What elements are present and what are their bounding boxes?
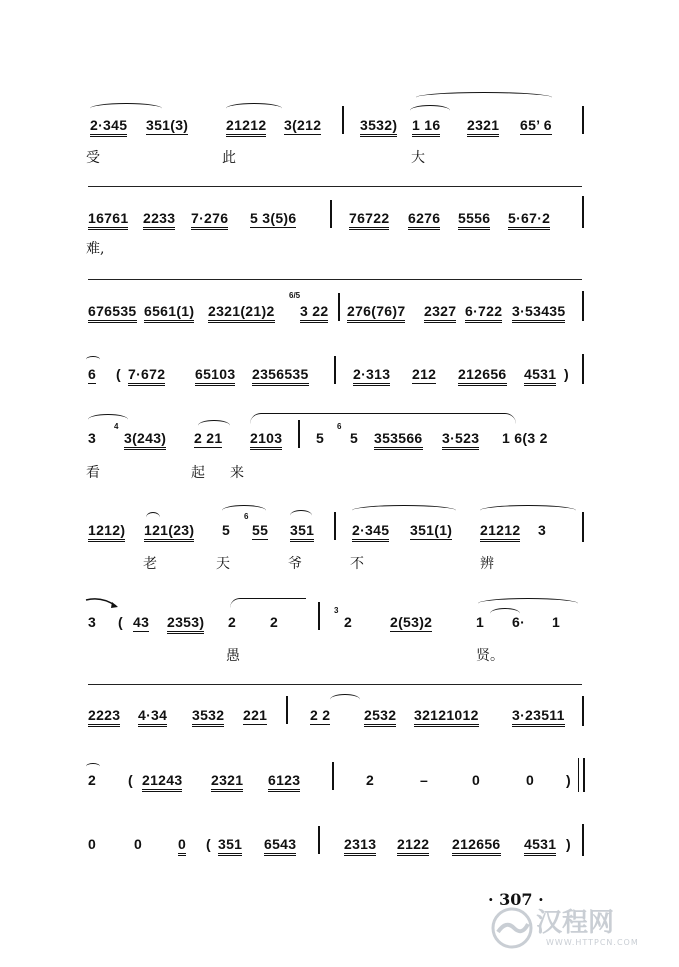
note-group: 2233 — [143, 210, 175, 230]
dash: – — [420, 772, 429, 788]
paren: ( — [116, 366, 121, 382]
slur — [290, 510, 312, 521]
note-group: 276(76)7 — [347, 303, 405, 323]
note-group: 76722 — [349, 210, 389, 230]
note-group: 2353) — [167, 614, 204, 634]
note-group: 2532 — [364, 707, 396, 727]
note: 3 — [538, 522, 547, 538]
note-group: 351(1) — [410, 522, 453, 538]
note-group: 6123 — [268, 772, 300, 792]
note: 1 — [476, 614, 485, 630]
lyric: 不 — [350, 556, 364, 572]
grace-note: 6 — [337, 422, 342, 431]
double-barline — [578, 758, 585, 792]
note: 0 — [88, 836, 97, 852]
lyric: 天 — [216, 556, 230, 572]
barline — [318, 602, 320, 630]
paren: ( — [118, 614, 123, 630]
barline — [338, 293, 340, 321]
note-group: 21212 — [480, 522, 520, 542]
slur — [478, 598, 578, 609]
note-group: 1212) — [88, 522, 125, 542]
note: 0 — [526, 772, 535, 788]
watermark-brand: 汉程网 — [536, 908, 615, 938]
lyric: 来 — [230, 465, 244, 481]
barline — [334, 512, 336, 540]
note-group: 5·67·2 — [508, 210, 550, 230]
tie — [86, 763, 100, 770]
note-group: 3 22 — [300, 303, 328, 323]
slur — [90, 103, 162, 114]
lyric: 起 — [191, 465, 205, 481]
note-group: 16761 — [88, 210, 128, 230]
note-group: 351(3) — [146, 117, 189, 133]
note-group: 2122 — [397, 836, 429, 856]
note: 5 — [222, 522, 231, 538]
note: 2 — [228, 614, 237, 630]
barline — [318, 826, 320, 854]
watermark — [490, 902, 666, 958]
lyric: 愚 — [226, 648, 240, 664]
slur — [330, 694, 360, 705]
note-group: 212656 — [452, 836, 501, 856]
paren: ) — [564, 366, 569, 382]
note-group: 351 — [290, 522, 314, 542]
barline — [582, 196, 584, 228]
note-group: 6 — [88, 366, 97, 382]
note: 1 — [552, 614, 561, 630]
slur — [88, 414, 128, 425]
slur — [352, 505, 456, 516]
wave-logo-icon — [490, 906, 534, 950]
barline — [582, 354, 584, 384]
note-group: 676535 — [88, 303, 137, 323]
grace-note: 3 — [334, 606, 339, 615]
note-group: 121(23) — [144, 522, 194, 542]
note-group: 2223 — [88, 707, 120, 727]
note-group: 3(212 — [284, 117, 322, 133]
slur — [480, 505, 576, 516]
note-group: 55 — [252, 522, 269, 538]
note: 5 — [350, 430, 359, 446]
grace-note: 6/5 — [289, 291, 301, 300]
lyric: 大 — [411, 150, 425, 166]
note-group: 65’ 6 — [520, 117, 552, 133]
note-group: 6543 — [264, 836, 296, 856]
note-group: 2 2 — [310, 707, 331, 723]
note-group: 3(243) — [124, 430, 166, 450]
note: 2 — [344, 614, 353, 630]
barline — [582, 696, 584, 726]
note-group: 212656 — [458, 366, 507, 386]
barline — [286, 696, 288, 724]
note: 0 — [472, 772, 481, 788]
lyric: 老 — [143, 556, 157, 572]
slur — [226, 103, 282, 114]
note-group: 2321(21)2 — [208, 303, 275, 323]
lyric: 爷 — [288, 556, 302, 572]
note-group: 2313 — [344, 836, 376, 856]
paren: ) — [566, 772, 571, 788]
note-group: 6276 — [408, 210, 440, 230]
note: 2 — [270, 614, 279, 630]
note-group: 32121012 — [414, 707, 479, 727]
note: 2 — [88, 772, 97, 788]
page-number: · 307 · — [488, 890, 544, 909]
note-group: 212 — [412, 366, 437, 382]
note-group: 2 21 — [194, 430, 223, 446]
note-group: 2·313 — [353, 366, 390, 386]
barline — [582, 106, 584, 134]
note-group: 2(53)2 — [390, 614, 433, 630]
tie-line — [88, 684, 582, 685]
note-group: 2103 — [250, 430, 282, 450]
slur — [250, 413, 516, 424]
barline — [330, 200, 332, 228]
note-group: 43 — [133, 614, 150, 630]
note-group: 351 — [218, 836, 242, 856]
note-group: 3532 — [192, 707, 224, 727]
note-group: 21212 — [226, 117, 266, 137]
note-group: 65103 — [195, 366, 235, 386]
barline — [342, 106, 344, 134]
barline — [332, 762, 334, 790]
note-group: 3·53435 — [512, 303, 565, 323]
note-group: 2·345 — [90, 117, 127, 137]
note-group: 6561(1) — [144, 303, 194, 323]
lyric: 此 — [222, 150, 236, 166]
lyric: 看 — [86, 465, 100, 481]
tie-line — [88, 279, 582, 280]
grace-note: 6 — [244, 512, 249, 521]
barline — [582, 824, 584, 856]
note: 5 — [316, 430, 325, 446]
note-group: 3532) — [360, 117, 397, 137]
paren: ( — [206, 836, 211, 852]
note-group: 21243 — [142, 772, 182, 792]
note-group: 7·276 — [191, 210, 228, 230]
barline — [582, 512, 584, 542]
note-group: 2327 — [424, 303, 456, 323]
note-group: 7·672 — [128, 366, 165, 386]
paren: ( — [128, 772, 133, 788]
note-group: 2·345 — [352, 522, 389, 542]
note-group: 4531 — [524, 836, 556, 856]
note-group: 353566 — [374, 430, 423, 450]
note-group: 1 16 — [412, 117, 440, 137]
slur — [410, 105, 450, 116]
lyric: 难, — [86, 241, 105, 257]
barline — [334, 356, 336, 384]
note-group: 4·34 — [138, 707, 167, 727]
note-group: 2356535 — [252, 366, 309, 386]
note-group: 221 — [243, 707, 268, 723]
lyric: 辨 — [480, 556, 494, 572]
note-group: 5556 — [458, 210, 490, 230]
note-group: 2321 — [467, 117, 499, 137]
lyric: 贤。 — [476, 648, 504, 664]
note: 2 — [366, 772, 375, 788]
tie-line — [88, 186, 582, 187]
paren: ) — [566, 836, 571, 852]
barline — [582, 291, 584, 321]
note: 3 — [88, 614, 97, 630]
note: 0 — [178, 836, 186, 856]
slur — [230, 598, 306, 609]
note-group: 5 3(5)6 — [250, 210, 297, 226]
note-group: 2321 — [211, 772, 243, 792]
lyric: 受 — [86, 150, 100, 166]
note-group: 3 — [88, 430, 97, 446]
note-group: 6·722 — [465, 303, 502, 323]
barline — [298, 420, 300, 448]
tie — [86, 356, 100, 363]
grace-note: 4 — [114, 422, 119, 431]
slur — [416, 92, 552, 103]
note-group: 4531 — [524, 366, 556, 386]
arrow-slur — [84, 596, 124, 610]
note-group: 3·523 — [442, 430, 479, 450]
watermark-url: WWW.HTTPCN.COM — [546, 938, 639, 947]
note: 6· — [512, 614, 526, 630]
note: 0 — [134, 836, 143, 852]
note-group: 3·23511 — [512, 707, 565, 727]
note-group: 1 6(3 2 — [502, 430, 548, 446]
